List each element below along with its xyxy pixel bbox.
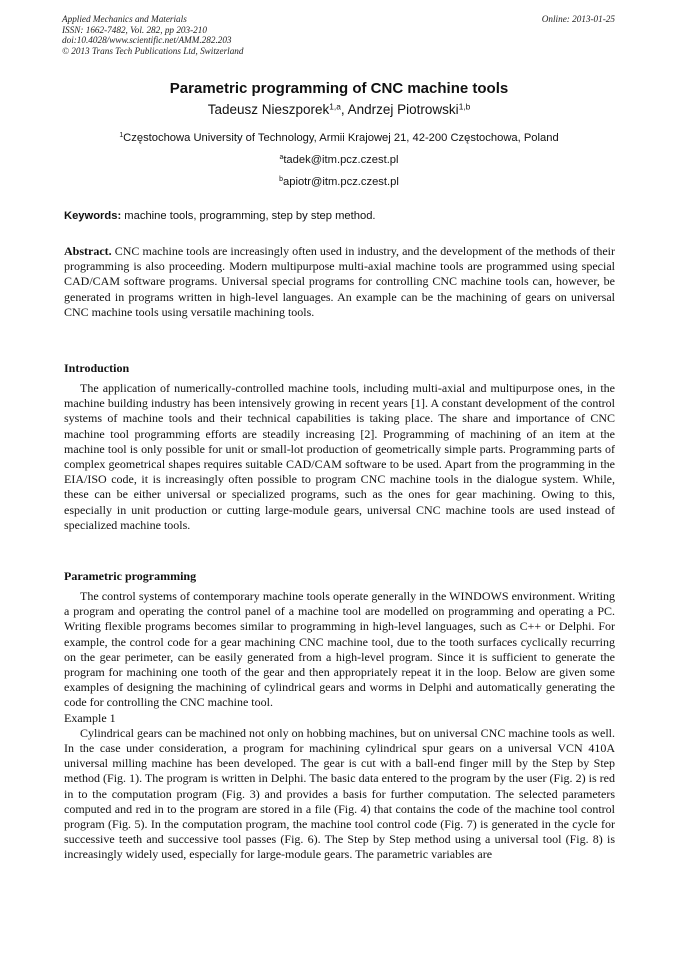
copyright-line: © 2013 Trans Tech Publications Ltd, Switzerland — [62, 45, 244, 56]
paragraph: Cylindrical gears can be machined not only on hobbing machines, but on universal CNC machine tools as well. In the case under consideration, a program for machining cylindrical spur gears on a universal VCN 410A universal milling machine has been developed. The gear is cut with a ball-end finger mill by the Step by Step method (Fig. 1). The program is written in Delphi. The basic data entered to the program by the user (Fig. 2) is red in to the computation program (Fig. 3) and provides a basis for further computation. The selected parameters computed and red in to the program are stored in a file (Fig. 4) that contains the code of the machine tool control program (Fig. 5). In the computation program, the machine tool control code (Fig. 7) is generated in the cycle for successive teeth and successive tool passes (Fig. 6). The Step by Step method using a universal tool (Fig. 8) is increasingly widely used, especially for large-module gears. The parametric variables are — [64, 725, 615, 862]
example-label: Example 1 — [64, 710, 116, 725]
author-superscript: 1,a — [329, 101, 341, 112]
email-line — [0, 153, 678, 167]
journal-name: Applied Mechanics and Materials — [62, 14, 187, 24]
introduction-body — [64, 381, 615, 533]
parametric-body — [64, 589, 615, 863]
author-separator: , — [340, 102, 348, 117]
email-line — [0, 175, 678, 189]
paragraph: The control systems of contemporary machine tools operate generally in the WINDOWS environment. Writing a program and operating the control panel of a machine tool are modelled on programming and operating a PC. Writing flexible programs becomes similar to programming in high-level languages, such as C++ or Delphi. For example, the control code for a gear machining CNC machine tool, due to the tooth surfaces cyclically recurring on the gear perimeter, can be easily generated from a high-level program. Since it is sufficient to generate the program for machining one tooth of the gear and then appropriately repeat it in the loop. Below are given some examples of designing the machining of cylindrical gears and worms in Delphi and automatically generating the code for controlling the CNC machine tool. — [64, 589, 615, 710]
affiliation-text: Częstochowa University of Technology, Armii Krajowej 21, 42-200 Częstochowa, Poland — [123, 132, 559, 144]
affiliation-superscript: 1 — [119, 132, 124, 140]
section-heading: Introduction — [64, 361, 130, 375]
author-superscript: 1,b — [458, 101, 471, 112]
online-date: Online: 2013-01-25 — [541, 14, 615, 24]
keywords-label: Keywords: — [64, 210, 122, 222]
paragraph: The application of numerically-controlled machine tools, including multi-axial and multipurpose ones, in the machine building industry has been intensively growing in recent years [1]. A constant development of the control systems of machine tools and their technical capabilities is taking place. The share and importance of CNC machine tool programming efforts are steadily increasing [2]. Programming of machining of an item at the machine tool is only possible for unit or small-lot production of geometrically simple parts. Programming parts of complex geometrical shapes requires suitable CAD/CAM software to be used. Apart from the programming in the EIA/ISO code, it is increasingly often possible to program CNC machine tools in the dialogue system. While, these can be either universal or specialized programs, such as the ones for gear machining. Owing to this, especially in unit production or cutting large-module gears, universal CNC machine tools are used instead of specialized machine tools. — [64, 381, 615, 532]
section-heading: Parametric programming — [64, 569, 197, 583]
abstract — [64, 244, 615, 320]
affiliation — [0, 131, 678, 145]
email-address: apiotr@itm.pcz.czest.pl — [283, 176, 399, 188]
paper-title: Parametric programming of CNC machine tools — [169, 80, 509, 97]
author-list — [0, 101, 678, 119]
keywords — [64, 209, 615, 223]
email-superscript: a — [279, 154, 284, 162]
keywords-text: machine tools, programming, step by step method. — [121, 210, 376, 222]
author-name: Tadeusz Nieszporek — [207, 102, 330, 117]
email-address: tadek@itm.pcz.czest.pl — [283, 154, 399, 166]
author-name: Andrzej Piotrowski — [347, 102, 459, 117]
email-superscript: b — [279, 176, 284, 184]
journal-header — [62, 14, 615, 56]
doi-line: doi:10.4028/www.scientific.net/AMM.282.203 — [62, 35, 232, 46]
abstract-text: CNC machine tools are increasingly often used in industry, and the development of the methods of their programming is also proceeding. Modern multipurpose multi-axial machine tools are programmed using special CAD/CAM software programs. Universal special programs for controlling CNC machine tools can, however, be generated in programs written in high-level languages. An example can be the machining of gears on universal CNC machine tools using versatile machining tools. — [64, 244, 615, 319]
issn-line: ISSN: 1662-7482, Vol. 282, pp 203-210 — [62, 24, 207, 35]
abstract-label: Abstract. — [64, 244, 112, 258]
